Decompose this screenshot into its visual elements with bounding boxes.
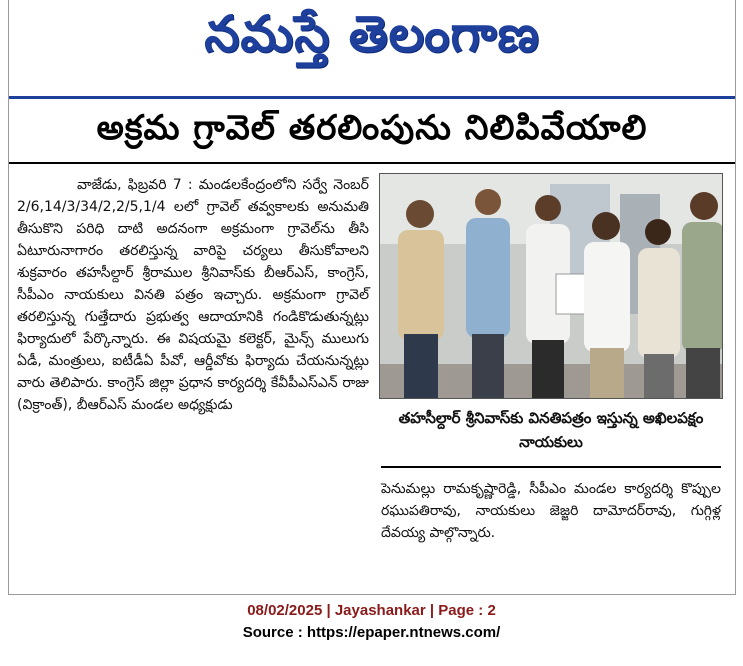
masthead-divider — [9, 96, 735, 99]
caption-divider — [381, 466, 721, 468]
headline-divider — [9, 162, 735, 164]
group-photo-image — [380, 174, 723, 399]
headline: అక్రమ గ్రావెల్ తరలింపును నిలిపివేయాలి — [96, 108, 648, 148]
source-link: Source : https://epaper.ntnews.com/ — [242, 624, 501, 641]
article-body-left — [17, 174, 369, 416]
masthead-logo: నమస్తే తెలంగాణ — [204, 4, 540, 63]
photo-caption: తహసీల్దార్ శ్రీనివాస్‌కు వినతిపత్రం ఇస్తున్న అఖిలపక్షం నాయకులు — [398, 409, 704, 451]
edition-info: 08/02/2025 | Jayashankar | Page : 2 — [247, 602, 496, 619]
source-footer — [0, 600, 743, 644]
newspaper-clipping — [8, 0, 736, 595]
article-body-right — [381, 478, 721, 544]
masthead — [9, 0, 735, 80]
article-text-left: వాజేడు, ఫిబ్రవరి 7 : మండలకేంద్రంలోని సర్వే నెంబర్ 2/6,14/3/34/2,2/5,1/4 లలో గ్రావెల్ తవ్వకాలకు అనుమతి తీసుకొని పరిధి దాటి అదనంగా అక్రమంగా గ్రావెల్‌ను తీసి ఏటూరునాగారం తరలిస్తున్న వారిపై చర్యలు తీసుకోవాలని శుక్రవారం తహసీల్దార్ శ్రీరాముల శ్రీనివాస్‌కు బీఆర్ఎస్, కాంగ్రెస్, సీపీఎం నాయకులు వినతి పత్రం ఇచ్చారు. అక్రమంగా గ్రావెల్ తరలిస్తున్న గుత్తేదారు ప్రభుత్వ ఆదాయానికి గండికొడుతున్నట్లు ఫిర్యాదులో పేర్కొన్నారు. ఈ విషయమై కలెక్టర్, మైన్స్ ములుగు ఏడీ, మంత్రులు, ఐటీడీఏ పీవో, ఆర్డీవోకు ఫిర్యాదు చేయనున్నట్లు వారు తెలిపారు. కాంగ్రెస్ జిల్లా ప్రధాన కార్యదర్శి కేవీపీఎస్ఎన్ రాజు (విక్రాంత్), బీఆర్ఎస్ మండల అధ్యక్షుడు — [17, 177, 369, 413]
news-photo — [379, 173, 723, 399]
article-text-right: పెనుమల్లు రామకృష్ణారెడ్డి, సీపీఎం మండల కార్యదర్శి కొప్పుల రఘుపతిరావు, నాయకులు జెజ్జరి దామోదర్‌రావు, గుగ్గిళ్ల దేవయ్య పాల్గొన్నారు. — [381, 481, 721, 541]
